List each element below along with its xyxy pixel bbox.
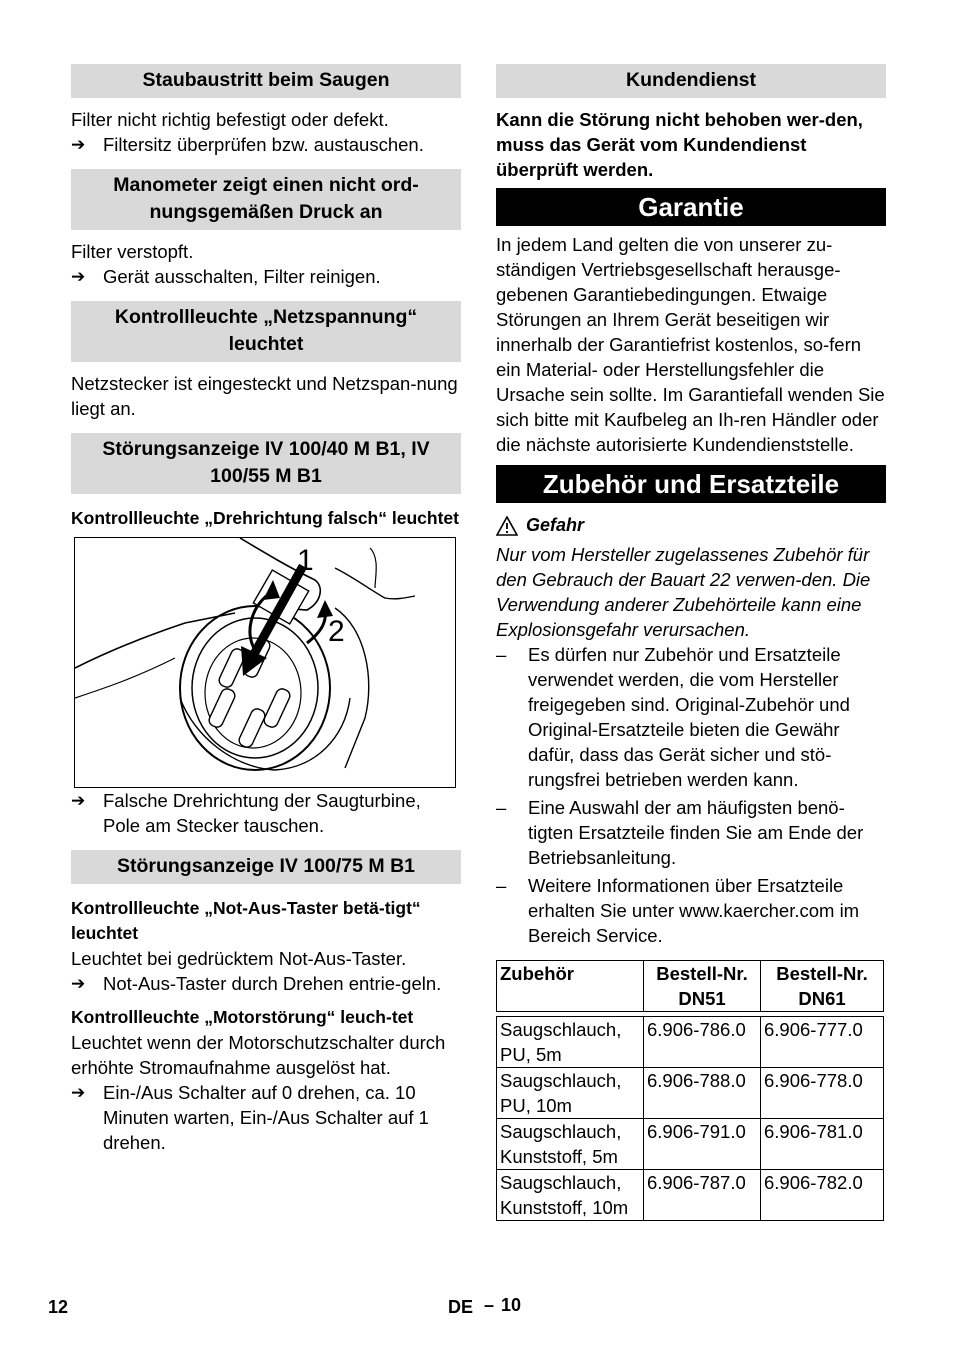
cause-text: Leuchtet bei gedrücktem Not-Aus-Taster. (71, 948, 407, 969)
garantie-text: In jedem Land gelten die von unserer zu-ständigen Vertriebsgesellschaft herausge-gebenen Garantiebedingungen. Etwaige Störungen an Ihrem Gerät beseitigen wir innerhalb der Garantiefrist kostenlos, so-fern ein Material- oder Herstellungsfehler die Ursache sein sollte. Im Garantiefall wenden Sie sich bitte mit Kaufbeleg an Ih-ren Händler oder die nächste autorisierte Kundendienststelle. (496, 234, 885, 455)
section-heading-kundendienst: Kundendienst (496, 64, 886, 98)
heading-zubehoer: Zubehör und Ersatzteile (496, 465, 886, 503)
list-item-text: Eine Auswahl der am häufigsten benö-tigten Ersatzteile finden Sie am Ende der Betriebsanleitung. (528, 797, 864, 868)
arrow-right-icon: ➔ (71, 267, 86, 286)
list-item (496, 642, 886, 792)
table-row (497, 1119, 884, 1170)
heading-garantie: Garantie (496, 188, 886, 226)
cause-text: Filter nicht richtig befestigt oder defekt. (71, 109, 389, 130)
language-code: DE (448, 1297, 474, 1317)
list-item (496, 795, 886, 870)
subheading-drehrichtung: Kontrollleuchte „Drehrichtung falsch“ leuchtet (71, 508, 459, 528)
danger-notice (496, 513, 886, 538)
danger-text: Nur vom Hersteller zugelassenes Zubehör für den Gebrauch der Bauart 22 verwen-den. Die Verwendung anderer Zubehörteile kann eine Explosionsgefahr verursachen. (496, 544, 871, 640)
left-column (71, 64, 461, 1155)
arrow-right-icon: ➔ (71, 135, 86, 154)
action-text: Filtersitz überprüfen bzw. austauschen. (103, 134, 424, 155)
section-heading-staubaustritt: Staubaustritt beim Saugen (71, 64, 461, 98)
page-number: 12 (48, 1297, 69, 1317)
cell-dn51: 6.906-787.0 (644, 1170, 761, 1221)
action-text: Falsche Drehrichtung der Saugturbine, Pole am Stecker tauschen. (103, 790, 421, 836)
cause-text: Filter verstopft. (71, 241, 194, 262)
action-item (71, 971, 461, 996)
dash-bullet: – (496, 797, 507, 818)
section-heading-stoerungsanzeige-iv100-40: Störungsanzeige IV 100/40 M B1, IV 100/55 M B1 (71, 433, 461, 494)
section-heading-stoerungsanzeige-iv100-75: Störungsanzeige IV 100/75 M B1 (71, 850, 461, 884)
kundendienst-text: Kann die Störung nicht behoben wer-den, muss das Gerät vom Kundendienst überprüft werden. (496, 109, 863, 180)
right-column (496, 64, 886, 1221)
subheading-motorstoerung: Kontrollleuchte „Motorstörung“ leuch-tet (71, 1007, 414, 1027)
cell-dn61: 6.906-782.0 (761, 1170, 884, 1221)
cell-dn61: 6.906-777.0 (761, 1017, 884, 1068)
cell-zubehoer: Saugschlauch, Kunststoff, 5m (497, 1119, 644, 1170)
action-text: Ein-/Aus Schalter auf 0 drehen, ca. 10 Minuten warten, Ein-/Aus Schalter auf 1 drehen. (103, 1082, 429, 1153)
arrow-right-icon: ➔ (71, 1083, 86, 1102)
accessories-table (496, 960, 884, 1221)
cell-dn51: 6.906-786.0 (644, 1017, 761, 1068)
cell-dn51: 6.906-788.0 (644, 1068, 761, 1119)
dash-bullet: – (496, 875, 507, 896)
cell-zubehoer: Saugschlauch, Kunststoff, 10m (497, 1170, 644, 1221)
list-item (496, 873, 886, 948)
cause-text: Netzstecker ist eingesteckt und Netzspan-nung liegt an. (71, 373, 458, 419)
section-heading-manometer: Manometer zeigt einen nicht ord-nungsgemäßen Druck an (71, 169, 461, 230)
arrow-right-icon: ➔ (71, 791, 86, 810)
table-header-row (497, 961, 884, 1012)
cause-text: Leuchtet wenn der Motorschutzschalter durch erhöhte Stromaufnahme ausgelöst hat. (71, 1032, 446, 1078)
cell-dn61: 6.906-778.0 (761, 1068, 884, 1119)
figure-label-2: 2 (328, 615, 345, 648)
arrow-right-icon: ➔ (71, 974, 86, 993)
col-header-zubehoer: Zubehör (497, 961, 644, 1012)
action-item (71, 132, 461, 157)
cell-zubehoer: Saugschlauch, PU, 5m (497, 1017, 644, 1068)
action-item (71, 1080, 461, 1155)
table-row (497, 1017, 884, 1068)
action-item (71, 264, 461, 289)
dash-bullet: – (496, 644, 507, 665)
col-header-dn51: Bestell-Nr. DN51 (644, 961, 761, 1012)
cell-dn61: 6.906-781.0 (761, 1119, 884, 1170)
section-heading-netzspannung: Kontrollleuchte „Netzspannung“ leuchtet (71, 301, 461, 362)
cell-dn51: 6.906-791.0 (644, 1119, 761, 1170)
warning-triangle-icon (496, 516, 518, 536)
col-header-dn61: Bestell-Nr. DN61 (761, 961, 884, 1012)
plug-rotation-figure (74, 537, 456, 788)
page-separator: – (484, 1295, 495, 1315)
danger-label: Gefahr (526, 515, 585, 535)
subheading-not-aus: Kontrollleuchte „Not-Aus-Taster betä-tigt“ leuchtet (71, 898, 421, 943)
table-row (497, 1068, 884, 1119)
table-row (497, 1170, 884, 1221)
list-item-text: Es dürfen nur Zubehör und Ersatzteile verwendet werden, die vom Hersteller freigegeben sind. Original-Zubehör und Original-Ersatzteile bieten die Gewähr dafür, dass das Gerät sicher und stö-rungsfrei betrieben werden kann. (528, 644, 850, 790)
cell-zubehoer: Saugschlauch, PU, 10m (497, 1068, 644, 1119)
action-text: Gerät ausschalten, Filter reinigen. (103, 266, 381, 287)
action-item (71, 788, 461, 838)
figure-label-1: 1 (297, 544, 314, 577)
language-page-number: 10 (501, 1295, 522, 1315)
action-text: Not-Aus-Taster durch Drehen entrie-geln. (103, 973, 442, 994)
list-item-text: Weitere Informationen über Ersatzteile erhalten Sie unter www.kaercher.com im Bereich Service. (528, 875, 860, 946)
